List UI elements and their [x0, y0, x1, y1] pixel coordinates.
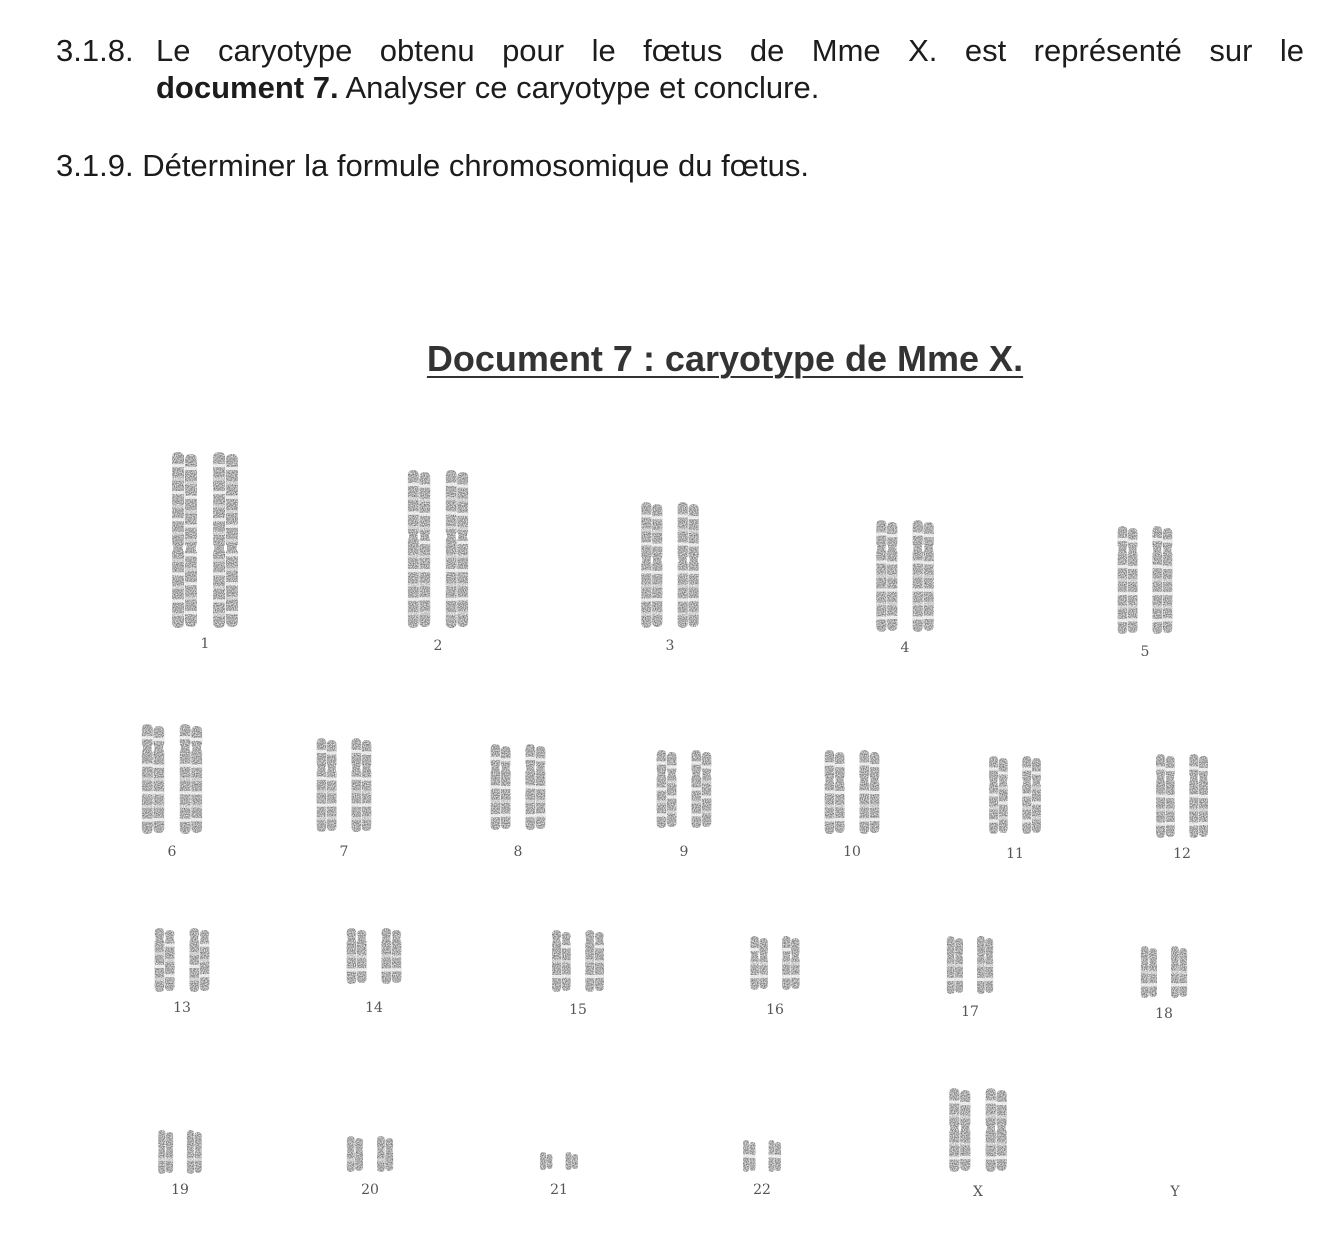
chromosome-label-13: 13: [173, 1000, 191, 1016]
question-text-line1: Le caryotype obtenu pour le fœtus de Mme X. est représenté sur le: [156, 33, 1304, 68]
chromosome: [408, 470, 430, 628]
chromosome-label-9: 9: [679, 844, 689, 860]
chromosome-label-Y: Y: [1170, 1184, 1180, 1200]
chromosome-pair-19: [158, 1130, 201, 1174]
chromosome: [142, 724, 164, 834]
chromosome: [172, 452, 197, 628]
chromosome: [540, 1152, 552, 1170]
question-instruction: Analyser ce caryotype et conclure.: [338, 70, 820, 105]
chromosome-label-4: 4: [900, 640, 910, 656]
chromosome: [769, 1140, 781, 1172]
chromosome-label-19: 19: [171, 1182, 189, 1198]
chromosome-pair-X: [949, 1088, 1006, 1172]
question-number: 3.1.8.: [56, 33, 134, 68]
chromosome: [377, 1136, 393, 1172]
chromosome-label-14: 14: [365, 1000, 383, 1016]
chromosome-label-18: 18: [1155, 1006, 1173, 1022]
chromosome-label-5: 5: [1140, 644, 1150, 660]
chromosome-pair-17: [947, 936, 993, 994]
chromosome-pair-14: [347, 928, 402, 984]
chromosome: [876, 520, 897, 632]
document-title: Document 7 : caryotype de Mme X.: [426, 338, 1024, 379]
chromosome-label-17: 17: [961, 1004, 979, 1020]
chromosome-pair-11: [989, 756, 1041, 834]
chromosome-label-2: 2: [433, 638, 443, 654]
chromosome: [913, 520, 934, 632]
question-number: 3.1.9.: [56, 148, 134, 183]
chromosome: [187, 1130, 202, 1174]
chromosome: [158, 1130, 173, 1174]
chromosome-label-3: 3: [665, 638, 675, 654]
chromosome: [1152, 526, 1172, 634]
chromosome: [189, 928, 209, 992]
chromosome: [525, 744, 545, 830]
chromosome: [1189, 754, 1208, 838]
chromosome: [180, 724, 202, 834]
chromosome: [641, 502, 662, 628]
chromosome-pair-5: [1118, 526, 1173, 634]
chromosome: [989, 756, 1008, 834]
chromosome: [977, 936, 993, 994]
chromosome-label-15: 15: [569, 1002, 587, 1018]
chromosome: [213, 452, 238, 628]
chromosome-label-21: 21: [550, 1182, 568, 1198]
chromosome-pair-22: [743, 1140, 781, 1172]
chromosome: [859, 750, 879, 834]
document-reference: document 7.: [156, 70, 339, 105]
chromosome-pair-12: [1156, 754, 1208, 838]
chromosome-label-8: 8: [513, 844, 523, 860]
chromosome: [1022, 756, 1041, 834]
chromosome-pair-20: [347, 1136, 393, 1172]
chromosome-pair-6: [142, 724, 202, 834]
chromosome: [317, 738, 337, 832]
chromosome-pair-7: [317, 738, 372, 832]
chromosome: [347, 1136, 363, 1172]
chromosome: [750, 936, 767, 990]
chromosome-pair-10: [825, 750, 880, 834]
chromosome-pair-8: [491, 744, 546, 830]
question-text: Déterminer la formule chromosomique du fœtus.: [142, 148, 809, 183]
chromosome: [491, 744, 511, 830]
chromosome-pair-3: [641, 502, 698, 628]
chromosome: [825, 750, 845, 834]
chromosome-pair-1: [172, 452, 238, 628]
chromosome-label-12: 12: [1173, 846, 1191, 862]
chromosome: [1171, 946, 1187, 998]
chromosome: [678, 502, 699, 628]
chromosome-label-7: 7: [339, 844, 349, 860]
chromosome-pair-21: [540, 1152, 578, 1170]
chromosome: [566, 1152, 578, 1170]
chromosome-pair-16: [750, 936, 799, 990]
chromosome: [949, 1088, 970, 1172]
chromosome-pair-13: [155, 928, 210, 992]
chromosome-pair-9: [657, 750, 712, 828]
chromosome: [986, 1088, 1007, 1172]
chromosome: [381, 928, 401, 984]
chromosome-pair-4: [876, 520, 933, 632]
chromosome: [947, 936, 963, 994]
chromosome-label-1: 1: [200, 636, 210, 652]
chromosome: [1118, 526, 1138, 634]
chromosome: [657, 750, 677, 828]
chromosome: [1141, 946, 1157, 998]
chromosome: [743, 1140, 755, 1172]
chromosome-label-22: 22: [753, 1182, 771, 1198]
chromosome: [155, 928, 175, 992]
chromosome-label-6: 6: [167, 844, 177, 860]
chromosome-pair-18: [1141, 946, 1187, 998]
chromosome: [347, 928, 367, 984]
chromosome-label-11: 11: [1006, 846, 1024, 862]
chromosome-label-16: 16: [766, 1002, 784, 1018]
chromosome-label-X: X: [973, 1184, 983, 1200]
chromosome: [446, 470, 468, 628]
chromosome-pair-15: [552, 930, 604, 992]
chromosome-label-10: 10: [843, 844, 861, 860]
chromosome: [552, 930, 571, 992]
chromosome: [585, 930, 604, 992]
chromosome-label-20: 20: [361, 1182, 379, 1198]
chromosome: [782, 936, 799, 990]
chromosome: [691, 750, 711, 828]
chromosome-pair-2: [408, 470, 468, 628]
chromosome: [1156, 754, 1175, 838]
chromosome: [351, 738, 371, 832]
